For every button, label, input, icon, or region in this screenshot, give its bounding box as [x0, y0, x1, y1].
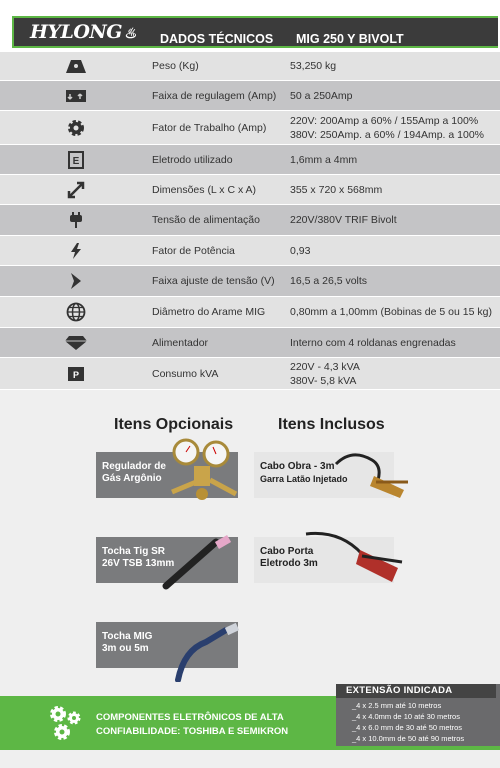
work-cable-image	[332, 450, 412, 504]
spec-label: Faixa ajuste de tensão (V)	[152, 275, 275, 287]
footer-text: COMPONENTES ELETRÔNICOS DE ALTA CONFIABILIDADE: TOSHIBA E SEMIKRON	[96, 712, 289, 737]
optional-items-title: Itens Opcionais	[114, 416, 234, 433]
spec-value: Interno com 4 roldanas engrenadas	[290, 336, 456, 349]
spec-row	[0, 81, 500, 111]
svg-text:E: E	[72, 155, 80, 167]
item-sub: 26V TSB 13mm	[102, 558, 175, 569]
spec-label: Peso (Kg)	[152, 60, 199, 72]
spec-value: 220V: 200Amp a 60% / 155Amp a 100% 380V: 250Amp. a 60% / 194Amp. a 100%	[290, 114, 484, 141]
spec-row	[0, 111, 500, 145]
weight-icon	[65, 58, 87, 74]
extension-title: EXTENSÃO INDICADA	[336, 684, 496, 698]
list-item: _4 x 4.0mm de 10 até 30 metros	[352, 712, 460, 721]
spec-value: 1,6mm a 4mm	[290, 153, 358, 166]
spec-value: 16,5 a 26,5 volts	[290, 275, 368, 287]
spec-row	[0, 236, 500, 266]
item-sub: 3m ou 5m	[102, 643, 149, 654]
tig-torch-image	[160, 532, 240, 590]
item-name: Cabo Porta	[260, 546, 314, 557]
electrode-icon	[67, 151, 85, 169]
spec-label: Diâmetro do Arame MIG	[152, 306, 266, 318]
spec-value: 220V/380V TRIF Bivolt	[290, 214, 397, 226]
spec-label: Dimensões (L x C x A)	[152, 183, 257, 196]
header-bar	[12, 16, 498, 48]
electrode-holder-image	[300, 528, 410, 590]
bottom-band	[0, 750, 500, 768]
spec-row	[0, 266, 500, 297]
item-sub: Eletrodo 3m	[260, 558, 318, 569]
page-title: DADOS TÉCNICOS	[160, 32, 274, 46]
power-icon	[67, 365, 85, 383]
item-name: Regulador de	[102, 461, 166, 472]
spec-row	[0, 175, 500, 205]
spec-value: 220V - 4,3 kVA 380V- 5,8 kVA	[290, 360, 360, 387]
diamond-icon	[64, 335, 88, 351]
spec-value: 0,80mm a 1,00mm (Bobinas de 5 ou 15 kg)	[290, 306, 492, 318]
list-item: _4 x 10.0mm de 50 até 90 metros	[352, 734, 465, 743]
spec-label: Eletrodo utilizado	[152, 153, 233, 166]
gas-regulator-image	[164, 436, 244, 504]
spec-value: 0,93	[290, 244, 311, 257]
spec-row	[0, 358, 500, 390]
spec-label: Tensão de alimentação	[152, 214, 260, 226]
mig-torch-image	[166, 620, 246, 682]
extension-list	[352, 700, 464, 744]
spec-label: Consumo kVA	[152, 367, 219, 380]
lightning-icon	[69, 242, 83, 260]
plug-icon	[67, 211, 85, 229]
spec-row	[0, 145, 500, 175]
gears-icon	[46, 702, 86, 742]
spec-row	[0, 297, 500, 328]
brand-logo: HYLONG ♨	[30, 21, 137, 43]
spec-value: 50 a 250Amp	[290, 89, 353, 102]
spec-label: Alimentador	[152, 336, 209, 349]
spec-value: 355 x 720 x 568mm	[290, 183, 383, 196]
resize-icon	[67, 181, 85, 199]
svg-text:P: P	[72, 369, 80, 380]
spec-value: 53,250 kg	[290, 60, 337, 72]
item-name: Tocha Tig SR	[102, 546, 165, 557]
spec-row	[0, 328, 500, 358]
included-items-title: Itens Inclusos	[278, 416, 385, 433]
list-item: _4 x 2.5 mm até 10 metros	[352, 701, 442, 710]
arrow-icon	[68, 272, 84, 290]
header	[0, 0, 500, 52]
spec-label: Fator de Trabalho (Amp)	[152, 121, 267, 134]
spec-label: Faixa de regulagem (Amp)	[152, 89, 277, 102]
gear-icon	[67, 119, 85, 137]
item-sub: Gás Argônio	[102, 473, 162, 484]
model-name: MIG 250 Y BIVOLT	[296, 32, 404, 46]
regulation-icon	[65, 88, 87, 104]
globe-icon	[66, 302, 86, 322]
item-name: Cabo Obra - 3m	[260, 461, 335, 472]
spec-label: Fator de Potência	[152, 244, 235, 257]
item-name: Tocha MIG	[102, 631, 153, 642]
spec-table	[0, 52, 500, 390]
list-item: _4 x 6.0 mm de 30 até 50 metros	[352, 723, 463, 732]
spec-row	[0, 52, 500, 81]
item-sub: Garra Latão Injetado	[260, 474, 348, 484]
spec-row	[0, 205, 500, 236]
